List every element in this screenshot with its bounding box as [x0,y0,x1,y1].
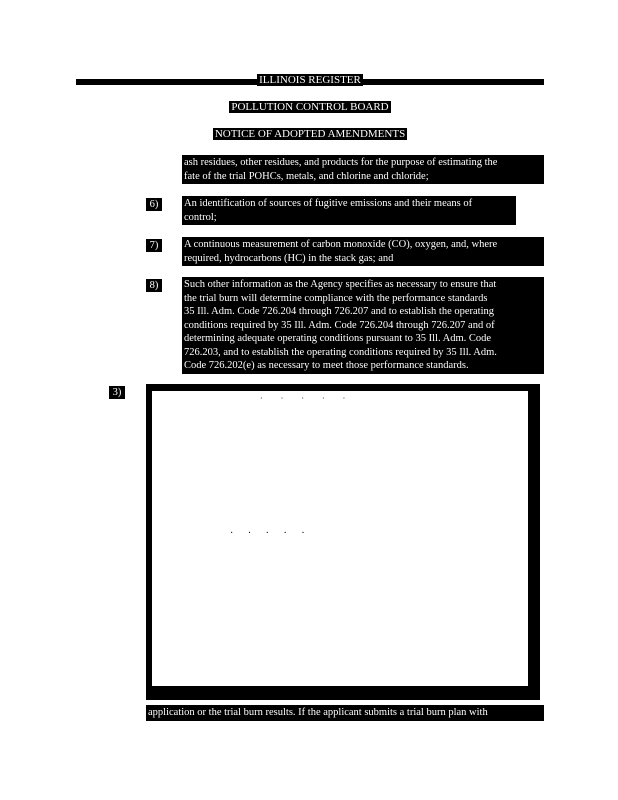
text-line: Such other information as the Agency specifies as necessary to ensure that [184,279,497,290]
text-line: control; [184,211,217,223]
section-label: 3) [109,386,125,399]
redaction-strip [528,391,540,699]
redaction-strip [146,384,540,391]
text-line: 726.203, and to establish the operating conditions required by 35 Ill. Adm. [184,346,497,358]
scan-noise: · · · · · [260,394,354,403]
item-paragraph [182,277,544,374]
item-label: 8) [146,279,162,292]
text-line: determining adequate operating conditions pursuant to 35 Ill. Adm. Code [184,333,492,344]
text-line: fate of the trial POHCs, metals, and chlorine and chloride; [184,170,429,182]
redaction-strip [146,686,540,700]
text-line: conditions required by 35 Ill. Adm. Code 726.204 through 726.207 and of [184,319,495,331]
board-title: POLLUTION CONTROL BOARD [231,101,389,113]
text-line: A continuous measurement of carbon monoxide (CO), oxygen, and, where [184,239,498,250]
text-line: ash residues, other residues, and products for the purpose of estimating the [184,157,498,168]
board-header [76,101,544,114]
notice-header [76,128,544,141]
notice-title: NOTICE OF ADOPTED AMENDMENTS [214,128,406,140]
text-line: application or the trial burn results. If the applicant submits a trial burn plan with [146,705,544,721]
continuation-paragraph [182,155,544,184]
text-line: 35 Ill. Adm. Code 726.204 through 726.207 and to establish the operating [184,306,495,317]
item-label: 6) [146,198,162,211]
scan-noise: · · · · · [230,528,311,539]
register-header [76,74,544,87]
text-line: An identification of sources of fugitive emissions and their means of [184,198,473,209]
blank-region [152,391,528,686]
item-paragraph [182,196,516,225]
item-paragraph [182,237,544,266]
text-line: the trial burn will determine compliance with the performance standards [184,292,488,304]
item-label: 7) [146,239,162,252]
register-title: ILLINOIS REGISTER [259,74,361,86]
text-line: required, hydrocarbons (HC) in the stack gas; and [184,252,394,264]
text-line: Code 726.202(e) as necessary to meet those performance standards. [184,360,469,371]
